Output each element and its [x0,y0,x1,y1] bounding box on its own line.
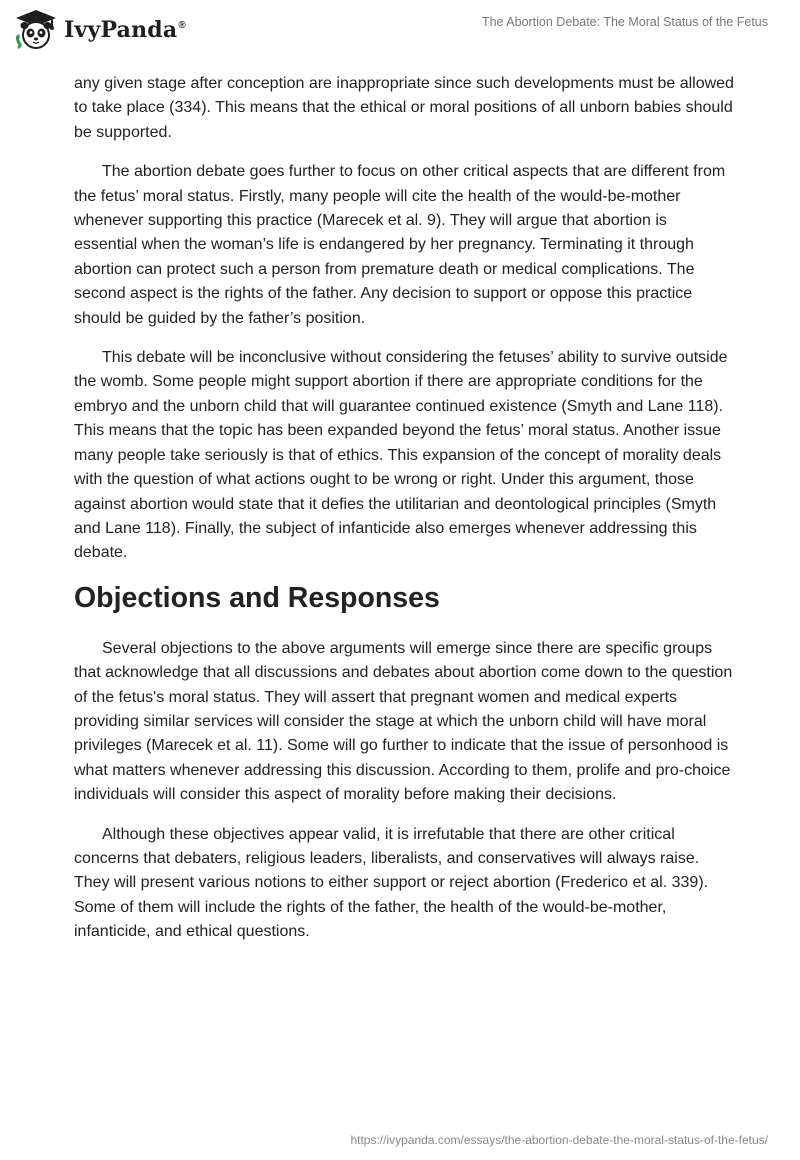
paragraph: Although these objectives appear valid, it is irrefutable that there are other critical concerns that debaters, religious leaders, liberalists, and conservatives will always raise. They will present various notions to either support or reject abortion (Frederico et al. 339). Some of them will include the rights of the father, the health of the would-be-mother, infanticide, and ethical questions. [74,825,709,941]
essay-body [74,72,734,960]
source-url[interactable]: https://ivypanda.com/essays/the-abortion-debate-the-moral-status-of-the-fetus/ [350,1133,768,1147]
logo-wordmark: IvyPanda® [64,17,186,43]
section-heading: Objections and Responses [74,581,440,614]
ivypanda-logo[interactable] [14,8,186,50]
panda-graduate-icon [14,8,58,50]
running-title: The Abortion Debate: The Moral Status of the Fetus [481,15,768,29]
paragraph-continued: any given stage after conception are inappropriate since such developments must be allowed to take place (334). This means that the ethical or moral positions of all unborn babies should be supported. [74,75,734,141]
paragraph: Several objections to the above arguments will emerge since there are specific groups that acknowledge that all discussions and debates about abortion come down to the question of the fetus's moral status. They will assert that pregnant women and medical experts providing similar services will consider the stage at which the unborn child will have moral privileges (Marecek et al. 11). Some will go further to indicate that the issue of personhood is what matters whenever addressing this discussion. According to them, prolife and pro-choice individuals will consider this aspect of morality before making their decisions. [74,639,733,804]
paragraph: The abortion debate goes further to focus on other critical aspects that are different from the fetus’ moral status. Firstly, many people will cite the health of the would-be-mother whenever supporting this practice (Marecek et al. 9). They will argue that abortion is essential when the woman’s life is endangered by her pregnancy. Terminating it through abortion can protect such a person from premature death or medical complications. The second aspect is the rights of the father. Any decision to support or oppose this practice should be guided by the father’s position. [74,163,726,327]
page-header [0,0,800,62]
paragraph: This debate will be inconclusive without considering the fetuses’ ability to survive outside the womb. Some people might support abortion if there are appropriate conditions for the embryo and the unborn child that will guarantee continued existence (Smyth and Lane 118). This means that the topic has been expanded beyond the fetus’ moral status. Another issue many people take seriously is that of ethics. This expansion of the concept of morality deals with the question of what actions ought to be wrong or right. Under this argument, those against abortion would state that it defies the utilitarian and deontological principles (Smyth and Lane 118). Finally, the subject of infanticide also emerges whenever addressing this debate. [74,349,728,562]
registered-mark: ® [178,20,186,31]
